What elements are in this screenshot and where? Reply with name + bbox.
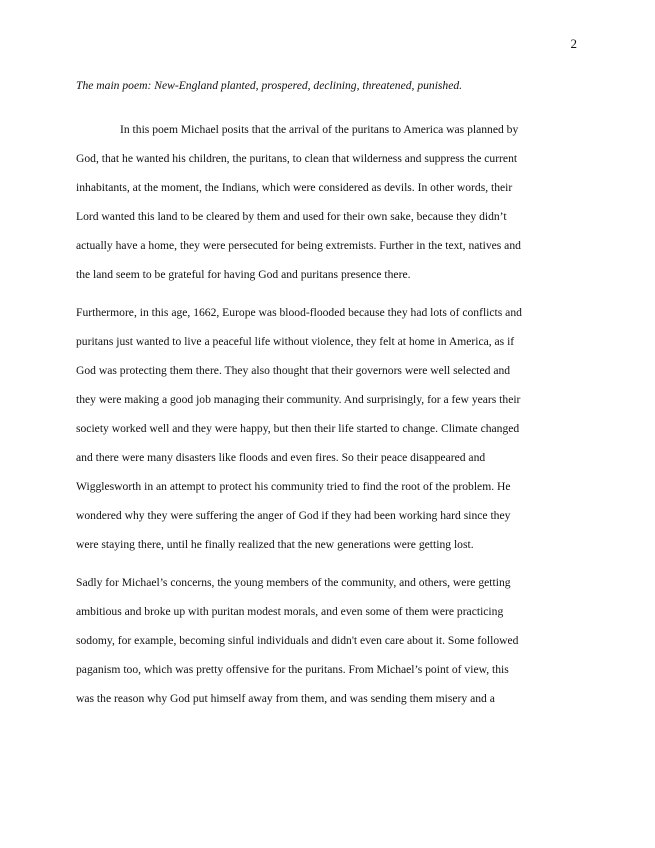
text-line: Sadly for Michael’s concerns, the young members of the community, and others, were getting — [76, 576, 511, 589]
text-line: God was protecting them there. They also thought that their governors were well selected and — [76, 364, 511, 377]
text-line: the land seem to be grateful for having God and puritans presence there. — [76, 268, 411, 281]
document-body — [76, 76, 578, 713]
text-line: In this poem Michael posits that the arrival of the puritans to America was planned by — [120, 123, 519, 136]
text-line: inhabitants, at the moment, the Indians, which were considered as devils. In other words, their — [76, 181, 513, 194]
text-line: were staying there, until he finally realized that the new generations were getting lost. — [76, 538, 474, 551]
text-line: society worked well and they were happy, but then their life started to change. Climate changed — [76, 422, 520, 435]
text-line: they were making a good job managing their community. And surprisingly, for a few years their — [76, 393, 521, 406]
paragraph-3 — [76, 568, 578, 713]
paragraph-1 — [76, 115, 578, 289]
text-line: Furthermore, in this age, 1662, Europe was blood-flooded because they had lots of conflicts and — [76, 306, 522, 319]
paragraph-2 — [76, 298, 578, 559]
text-line: ambitious and broke up with puritan modest morals, and even some of them were practicing — [76, 605, 504, 618]
text-line: puritans just wanted to live a peaceful life without violence, they felt at home in America, as if — [76, 335, 515, 348]
text-line: Wigglesworth in an attempt to protect his community tried to find the root of the problem. He — [76, 480, 511, 493]
text-line: wondered why they were suffering the anger of God if they had been working hard since they — [76, 509, 511, 522]
text-line: was the reason why God put himself away from them, and was sending them misery and a — [76, 692, 495, 705]
text-line: and there were many disasters like floods and even fires. So their peace disappeared and — [76, 451, 486, 464]
text-line: God, that he wanted his children, the puritans, to clean that wilderness and suppress the current — [76, 152, 518, 165]
text-line: paganism too, which was pretty offensive for the puritans. From Michael’s point of view, this — [76, 663, 509, 676]
text-line: sodomy, for example, becoming sinful individuals and didn't even care about it. Some followed — [76, 634, 519, 647]
page-number: 2 — [570, 36, 577, 51]
text-line: Lord wanted this land to be cleared by them and used for their own sake, because they didn’t — [76, 210, 507, 223]
text-line: actually have a home, they were persecuted for being extremists. Further in the text, natives and — [76, 239, 521, 252]
section-heading: The main poem: New-England planted, prospered, declining, threatened, punished. — [76, 79, 463, 92]
